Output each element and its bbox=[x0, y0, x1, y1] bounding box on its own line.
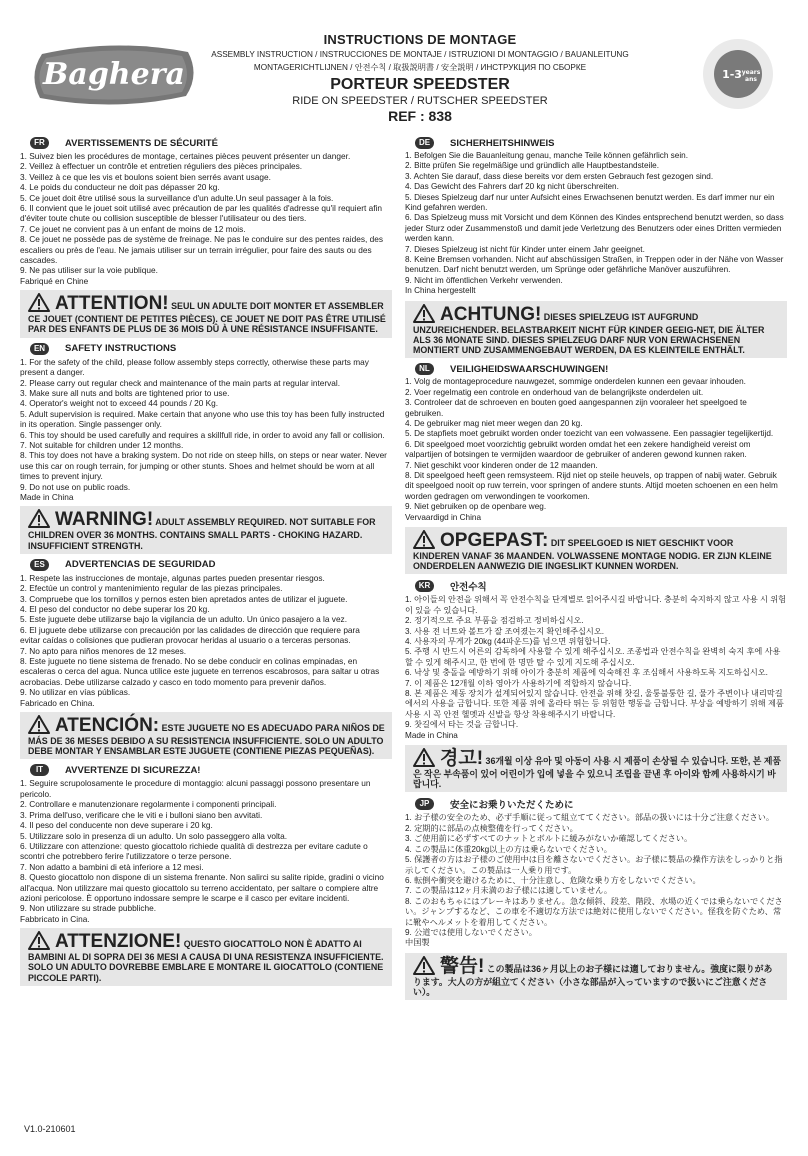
warning-triangle-icon bbox=[413, 956, 435, 975]
age-badge bbox=[702, 38, 774, 110]
language-badge: IT bbox=[30, 764, 49, 776]
language-badge: KR bbox=[415, 580, 434, 592]
product-name-translations: RIDE ON SPEEDSTER / RUTSCHER SPEEDSTER bbox=[292, 95, 548, 107]
section-title: SAFETY INSTRUCTIONS bbox=[65, 343, 177, 355]
section-header bbox=[405, 137, 787, 149]
section-title: ADVERTENCIAS DE SEGURIDAD bbox=[65, 559, 216, 571]
instruction-item: 3. Controleer dat de schroeven en bouten goed aangespannen zijn vooraleer het speelgoed te gebruiken. bbox=[405, 398, 747, 418]
instruction-item: 8. Questo giocattolo non dispone di un sistema frenante. Non salirci su salite ripide, gradini o vicino all'acqua. Non utilizzare mai questo giocattolo su terreno accidentato, per saltare o compiere altre azioni pericolose. È opportuno indossare sempre le scarpe e il casco per evitare incidenti. bbox=[20, 872, 384, 903]
instruction-item: Made in China bbox=[20, 491, 74, 502]
instruction-item: Fabbricato in Cina. bbox=[20, 913, 90, 924]
instruction-item: 6. Il convient que le jouet soit utilisé avec précaution de par les qualités d'adresse qu'il requiert afin d'éviter toute chute ou collision susceptible de blesser l'utilisateur ou des tiers. bbox=[20, 203, 382, 224]
instruction-item: 5. Dieses Spielzeug darf nur unter Aufsicht eines Erwachsenen benutzt werden. Es darf immer nur ein Kind gefahren werden. bbox=[405, 192, 775, 213]
instruction-item: 2. Veillez à effectuer un contrôle et entretien réguliers des pièces principales. bbox=[20, 161, 303, 172]
warning-text: ESTE JUGUETE NO ES ADECUADO PARA NIÑOS DE MÁS DE 36 MESES DEBIDO A SU RESISTENCIA INSUFFICIENTE. SOLO UN ADULTO DEBE MONTAR Y ENSAMBLAR ESTE JUGUETE (CONTIENE PIEZAS PEQUEÑAS). bbox=[28, 723, 385, 757]
document-subtitle-1: ASSEMBLY INSTRUCTION / INSTRUCCIONES DE MONTAJE / ISTRUZIONI DI MONTAGGIO / BAUANLEITUNG bbox=[211, 50, 629, 59]
instruction-item: Fabricado en China. bbox=[20, 697, 95, 708]
section-title: AVERTISSEMENTS DE SÉCURITÉ bbox=[65, 137, 218, 149]
instruction-item: 7. Ce jouet ne convient pas à un enfant de moins de 12 mois. bbox=[20, 223, 246, 234]
section-it bbox=[20, 764, 392, 985]
section-title: 안전수칙 bbox=[450, 582, 487, 594]
section-header bbox=[405, 579, 787, 593]
section-en bbox=[20, 343, 392, 554]
warning-triangle-icon bbox=[413, 748, 435, 767]
instruction-item: Fabriqué en Chine bbox=[20, 275, 89, 286]
instruction-item: 1. Befolgen Sie die Bauanleitung genau, manche Teile können gefährlich sein. bbox=[405, 151, 688, 160]
instruction-item: 2. Efectúe un control y mantenimiento regular de las piezas principales. bbox=[20, 583, 283, 594]
warning-box bbox=[20, 928, 392, 986]
instruction-item: 2. Please carry out regular check and maintenance of the main parts at regular interval. bbox=[20, 377, 341, 388]
instruction-item: 7. No apto para niños menores de 12 meses. bbox=[20, 645, 187, 656]
instruction-list bbox=[405, 377, 787, 523]
instruction-item: 1. Respete las instrucciones de montaje, algunas partes pueden presentar riesgos. bbox=[20, 572, 325, 583]
instruction-item: 6. This toy should be used carefully and requires a skillfull ride, in order to avoid any fall or collision. bbox=[20, 429, 385, 440]
warning-box bbox=[405, 527, 787, 574]
section-title: 安全にお乗りいただくために bbox=[450, 800, 574, 812]
instruction-item: 6. El juguete debe utilizarse con precaución por las calidades de dirección que requiere para bbox=[20, 624, 360, 635]
instruction-item: 9. 公道では使用しないでください。 bbox=[405, 927, 537, 937]
version-label: V1.0-210601 bbox=[24, 1124, 76, 1134]
instruction-item: 3. ご使用前に必ずすべてのナットとボルトに緩みがないか確認してください。 bbox=[405, 834, 693, 844]
instruction-item: Made in China bbox=[405, 730, 458, 740]
instruction-item: 7. Dieses Spielzeug ist nicht für Kinder unter einem Jahr geeignet. bbox=[405, 244, 645, 254]
instruction-item: 4. Das Gewicht des Fahrers darf 20 kg nicht überschreiten. bbox=[405, 182, 619, 192]
instruction-item: 5. Este juguete debe utilizarse bajo la vigilancia de un adulto. Un único pasajero a la vez. bbox=[20, 614, 348, 625]
instruction-item: 6. Das Spielzeug muss mit Vorsicht und dem Können des Kindes entsprechend benutzt werden, so dass jeder Sturz oder Zusammenstoß und damit jede Verletzung des Benutzers oder eines Dritten vermieden werden kann. bbox=[405, 213, 784, 244]
document-header bbox=[210, 32, 630, 124]
warning-triangle-icon bbox=[28, 293, 50, 312]
instruction-item: 3. Achten Sie darauf, dass diese bereits vor dem ersten Gebrauch fest gezogen sind. bbox=[405, 171, 714, 181]
section-fr bbox=[20, 137, 392, 338]
instruction-item: 8. Ce jouet ne possède pas de système de freinage. Ne pas le conduire sur des pentes raides, des escaliers ou près de l'eau. Ne jamais utiliser sur un terrain irrégulier, pour faire des sauts ou des cascades. bbox=[20, 234, 383, 266]
section-jp bbox=[405, 797, 787, 1000]
instruction-item: 4. Operator's weight not to exceed 44 pounds / 20 Kg. bbox=[20, 398, 219, 409]
warning-triangle-icon bbox=[28, 715, 50, 734]
warning-word: OPGEPAST: bbox=[440, 529, 549, 551]
warning-box bbox=[405, 953, 787, 1000]
section-es bbox=[20, 559, 392, 760]
warning-text: この製品は36ヶ月以上のお子様には適しておりません。強度に限りがあります。大人の方が組立てください（小さな部品が入っていますので扱いにご注意ください）。 bbox=[413, 963, 773, 997]
product-ref: REF : 838 bbox=[388, 108, 452, 124]
instruction-item: 3. Prima dell'uso, verificare che le viti e i bulloni siano ben avvitati. bbox=[20, 809, 263, 820]
warning-triangle-icon bbox=[28, 931, 50, 950]
section-header bbox=[20, 343, 392, 355]
language-badge: JP bbox=[415, 798, 434, 810]
instruction-item: 9. 찻길에서 타는 것을 금합니다. bbox=[405, 720, 519, 730]
warning-text: DIT SPEELGOED IS NIET GESCHIKT VOOR KINDEREN VANAF 36 MAANDEN. VOLWASSENE MONTAGE NODIG. ER ZIJN KLEINE ONDERDELEN AANWEZIG DIE INGESLIKT KUNNEN WORDEN. bbox=[413, 537, 772, 572]
language-badge: ES bbox=[30, 559, 49, 571]
instruction-item: Vervaardigd in China bbox=[405, 512, 482, 522]
instruction-item: 9. No utilizar en vías públicas. bbox=[20, 687, 131, 698]
instruction-item: 中国製 bbox=[405, 938, 430, 948]
section-title: VEILIGHEIDSWAARSCHUWINGEN! bbox=[450, 363, 609, 375]
instruction-item: 9. Do not use on public roads. bbox=[20, 481, 131, 492]
warning-word: ATENCIÓN: bbox=[55, 715, 160, 737]
instruction-item: 5. De stapfiets moet gebruikt worden onder toezicht van een volwassene. Een passagier tegelijkertijd. bbox=[405, 429, 774, 439]
instruction-item: 1. Seguire scrupolosamente le procedure di montaggio: alcuni passaggi possono presentare un pericolo. bbox=[20, 778, 371, 799]
instruction-item: 3. 사용 전 너트와 볼트가 잘 조여졌는지 확인해주십시오. bbox=[405, 626, 605, 636]
instruction-item: 8. This toy does not have a braking system. Do not ride on steep hills, on steps or near water. Never use this car on rough terrain, for jumping or other stunts. Shoes and helmet should be worn at all times to prevent injury. bbox=[20, 450, 387, 482]
instruction-item: 5. Adult supervision is required. Make certain that anyone who use this toy has been fully instructed in its operation. Single passenger only. bbox=[20, 408, 385, 430]
instruction-item: 4. De gebruiker mag niet meer wegen dan 20 kg. bbox=[405, 418, 583, 428]
warning-box bbox=[405, 301, 787, 359]
warning-word: ATTENZIONE! bbox=[55, 931, 182, 953]
instruction-item: 6. Utilizzare con attenzione: questo giocattolo richiede qualità di destrezza per evitare cadute o bbox=[20, 840, 368, 851]
instruction-list bbox=[405, 151, 787, 297]
instruction-item: 3. Make sure all nuts and bolts are tightened prior to use. bbox=[20, 387, 230, 398]
section-header bbox=[20, 137, 392, 149]
instruction-item: 2. Bitte prüfen Sie regelmäßige und gründlich alle Hauptbestandsteile. bbox=[405, 161, 659, 171]
instruction-item: 4. 사용자의 무게가 20kg (44파운드)를 넘으면 위험합니다. bbox=[405, 637, 611, 647]
warning-word: 경고! bbox=[440, 748, 484, 770]
product-name: PORTEUR SPEEDSTER bbox=[330, 76, 510, 93]
instruction-item: 8. Keine Bremsen vorhanden. Nicht auf abschüssigen Straßen, in Treppen oder in der Nähe von Wasser benutzen. Darf nicht benutzt werden, um Sprünge oder gefährliche Manöver auszuführen. bbox=[405, 255, 784, 275]
instruction-item: 6. 낙상 및 충돌을 예방하기 위해 아이가 충분히 제품에 익숙해진 후 조심해서 사용하도록 지도하십시오. bbox=[405, 668, 768, 678]
warning-box bbox=[20, 290, 392, 337]
language-badge: DE bbox=[415, 137, 434, 149]
instruction-item: 1. Volg de montageprocedure nauwgezet, sommige onderdelen kunnen een gevaar inhouden. bbox=[405, 377, 746, 387]
instruction-item: 2. Voer regelmatig een controle en onderhoud van de belangrijkste onderdelen uit. bbox=[405, 387, 704, 397]
instruction-item: 8. このおもちゃにはブレーキはありません。急な傾斜、段差、階段、水場の近くでは乗らないでください。ジャンプするなど、この車を不適切な方法では絶対に使用しないでください。怪我を防ぐため、常に靴やヘルメットを着用してください。 bbox=[405, 896, 783, 927]
warning-text: ADULT ASSEMBLY REQUIRED. NOT SUITABLE FOR CHILDREN OVER 36 MONTHS. CONTAINS SMALL PARTS - CHOKING HAZARD. INSUFFICIENT STRENGTH. bbox=[28, 517, 376, 551]
instruction-item: 2. Controllare e manutenzionare regolarmente i componenti principali. bbox=[20, 799, 277, 810]
section-kr bbox=[405, 579, 787, 792]
section-header bbox=[405, 363, 787, 375]
instruction-item: 2. 定期的に部品の点検整備を行ってください。 bbox=[405, 823, 578, 833]
instruction-item: 9. Niet gebruiken op de openbare weg. bbox=[405, 502, 547, 512]
age-unit-fr: ans bbox=[745, 76, 757, 83]
section-de bbox=[405, 137, 787, 358]
warning-word: 警告! bbox=[440, 955, 485, 977]
instruction-list bbox=[405, 813, 787, 948]
instruction-item: 3. Compruebe que los tornillos y pernos esten bien apretados antes de utilizar el juguete. bbox=[20, 593, 348, 604]
warning-text: QUESTO GIOCATTOLO NON È ADATTO AI BAMBINI AL DI SOPRA DEI 36 MESI A CAUSA DI UNA RESISTENZA INSUFFICIENTE. SOLO UN ADULTO DOVREBBE EMBLARE E MONTARE IL GIOCATTOLO (CONTIENE PICCOLE PARTI). bbox=[28, 939, 384, 983]
instruction-item: 4. El peso del conductor no debe superar los 20 kg. bbox=[20, 604, 210, 614]
section-header bbox=[20, 764, 392, 776]
right-column bbox=[405, 137, 787, 1005]
instruction-item: 5. 주행 시 반드시 어른의 감독하에 사용할 수 있게 해주십시오. 조종법과 안전수칙을 완벽히 숙지 후에 사용할 수 있게 해주시고, 한 번에 한 명만 탈 수 있게 지도해 주십시오. bbox=[405, 647, 781, 667]
warning-word: ACHTUNG! bbox=[440, 303, 542, 325]
instruction-item: 1. Suivez bien les procédures de montage, certaines pièces peuvent présenter un danger. bbox=[20, 151, 351, 161]
instruction-item: 9. Nicht im öffentlichen Verkehr verwenden. bbox=[405, 275, 563, 285]
warning-box bbox=[405, 745, 787, 792]
instruction-list bbox=[20, 357, 392, 503]
instruction-item: 4. Il peso del conducente non deve superare i 20 kg. bbox=[20, 820, 213, 831]
section-title: AVVERTENZE DI SICUREZZA! bbox=[65, 764, 201, 776]
warning-word: WARNING! bbox=[55, 509, 154, 531]
warning-triangle-icon bbox=[413, 530, 435, 549]
instruction-item: 7. Niet geschikt voor kinderen onder de 12 maanden. bbox=[405, 460, 598, 470]
instruction-list bbox=[20, 778, 392, 924]
warning-text: SEUL UN ADULTE DOIT MONTER ET ASSEMBLER CE JOUET (CONTIENT DE PETITES PIÈCES). CE JOUET NE DOIT PAS ÊTRE UTILISÉ PAR DES ENFANTS DE PLUS DE 36 MOIS DÛ À UNE RÉSISTANCE INSUFFISANTE. bbox=[28, 301, 386, 335]
warning-text: 36개월 이상 유아 및 아동이 사용 시 제품이 손상될 수 있습니다. 또한, 본 제품은 작은 부속품이 있어 어린이가 입에 넣을 수 있으니 조립을 끝낸 후 아이와 함께 사용하시기 바랍니다. bbox=[413, 756, 781, 790]
warning-box bbox=[20, 506, 392, 553]
warning-word: ATTENTION! bbox=[55, 293, 169, 315]
instruction-item: 9. Ne pas utiliser sur la voie publique. bbox=[20, 265, 158, 276]
age-unit-en: years bbox=[741, 69, 761, 76]
section-header bbox=[405, 797, 787, 811]
instruction-item: 5. Utilizzare solo in presenza di un adulto. Un solo passeggero alla volta. bbox=[20, 830, 288, 841]
instruction-item: 7. Non adatto a bambini di età inferiore a 12 mesi. bbox=[20, 861, 204, 872]
instruction-item: scontri che potrebbero ferire l'utilizzatore o terze persone. bbox=[20, 851, 232, 862]
instruction-list bbox=[405, 595, 787, 741]
document-subtitle-2: MONTAGERICHTLIJNEN / 안전수칙 / 取扱説明書 / 安全説明 / ИНСТРУКЦИЯ ПО СБОРКЕ bbox=[253, 63, 587, 72]
instruction-item: 4. この製品に体重20kg以上の方は乗らないでください。 bbox=[405, 844, 612, 854]
language-badge: EN bbox=[30, 343, 49, 355]
instruction-item: 7. この製品は12ヶ月未満のお子様には適していません。 bbox=[405, 886, 613, 896]
instruction-list bbox=[20, 151, 392, 286]
warning-triangle-icon bbox=[413, 304, 435, 323]
instruction-item: 1. お子様の安全のため、必ず手順に従って組立ててください。部品の扱いには十分ご注意ください。 bbox=[405, 813, 775, 823]
instruction-item: 8. 본 제품은 제동 장치가 설계되어있지 않습니다. 안전을 위해 찻길, 울퉁불퉁한 길, 물가 주변이나 내리막길에서의 사용을 금합니다. 또한 제품 위에 올라타 뛰는 등 위험한 행동을 금합니다. 부상을 예방하기 위해 제품 사용 시 꼭 안전 헬멧과 신발을 항상 착용해주시기 바랍니다. bbox=[405, 689, 784, 719]
section-header bbox=[20, 559, 392, 571]
warning-box bbox=[20, 712, 392, 759]
instruction-item: 9. Non utilizzare su strade pubbliche. bbox=[20, 903, 157, 914]
instruction-item: 7. Not suitable for children under 12 months. bbox=[20, 439, 184, 450]
instruction-item: 8. Dit speelgoed heeft geen remsysteem. Rijd niet op steile heuvels, op trappen of nabij water. Gebruik dit speelgoed nooit op ruw terrein, voor springen of andere stunts. Altijd moeten schoenen en een helm worden gedragen om verwondingen te voorkomen. bbox=[405, 470, 778, 501]
left-column bbox=[20, 137, 392, 991]
section-title: SICHERHEITSHINWEIS bbox=[450, 137, 555, 149]
logo-text: Baghera bbox=[43, 57, 185, 92]
instruction-item: 5. Ce jouet doit être utilisé sous la surveillance d'un adulte.Un seul passager à la fois. bbox=[20, 192, 334, 203]
warning-triangle-icon bbox=[28, 509, 50, 528]
instruction-item: 2. 정기적으로 주요 부품을 점검하고 정비하십시오. bbox=[405, 616, 584, 626]
instruction-item: evitar caídas o colisiones que pudieran provocar heridas al usuario o a terceras personas. bbox=[20, 635, 351, 646]
instruction-item: 6. Dit speelgoed moet voorzichtig gebruikt worden omdat het een zekere handigheid vereist om valpartijen of botsingen te vermijden waardoor de gebruiker of anderen gewond kunnen raken. bbox=[405, 439, 751, 460]
language-badge: NL bbox=[415, 363, 434, 375]
age-range: 1-3 bbox=[722, 68, 742, 81]
section-nl bbox=[405, 363, 787, 574]
instruction-item: 4. Le poids du conducteur ne doit pas dépasser 20 kg. bbox=[20, 182, 220, 193]
language-badge: FR bbox=[30, 137, 49, 149]
instruction-item: 7. 이 제품은 12개월 이하 영아가 사용하기에 적합하지 않습니다. bbox=[405, 678, 632, 688]
instruction-item: 5. 保護者の方はお子様のご使用中は目を離さないでください。お子様に製品の操作方法をしっかりと指示してください。この製品は一人乗り用です。 bbox=[405, 855, 783, 875]
baghera-logo bbox=[28, 44, 200, 106]
document-title: INSTRUCTIONS DE MONTAGE bbox=[323, 32, 517, 47]
instruction-item: In China hergestellt bbox=[405, 286, 476, 296]
instruction-list bbox=[20, 573, 392, 708]
warning-text: DIESES SPIELZEUG IST AUFGRUND UNZUREICHENDER. BELASTBARKEIT NICHT FÜR KINDER GEEIG-NET, DIE ÄLTER ALS 36 MONATE SIND. DIESES SPIELZEUG DARF NUR VON ERWACHSENEN MONTIERT UND ZUSAMMENGEBAUT WERDEN, DA ES KLEINTEILE ENTHÄLT. bbox=[413, 311, 765, 356]
instruction-item: 3. Veillez à ce que les vis et boulons soient bien serrés avant usage. bbox=[20, 171, 271, 182]
instruction-item: 8. Este juguete no tiene sistema de frenado. No se debe conducir en colinas empinadas, en escaleras o cerca del agua. Nunca utilice este juguete en terrenos escabrosos, para saltar u otras acrobacias. Debe utilizarse calzado y casco en todo momento para prevenir daños. bbox=[20, 656, 380, 687]
instruction-item: 6. 転倒や衝突を避けるために、十分注意し、危険な乗り方をしないでください。 bbox=[405, 875, 701, 885]
instruction-item: 1. For the safety of the child, please follow assembly steps correctly, otherwise these parts may present a danger. bbox=[20, 356, 369, 378]
instruction-item: 1. 아이들의 안전을 위해서 꼭 안전수칙을 단계별로 읽어주시길 바랍니다. 충분히 숙지하지 않고 사용 시 위험이 있을 수 있습니다. bbox=[405, 595, 787, 615]
